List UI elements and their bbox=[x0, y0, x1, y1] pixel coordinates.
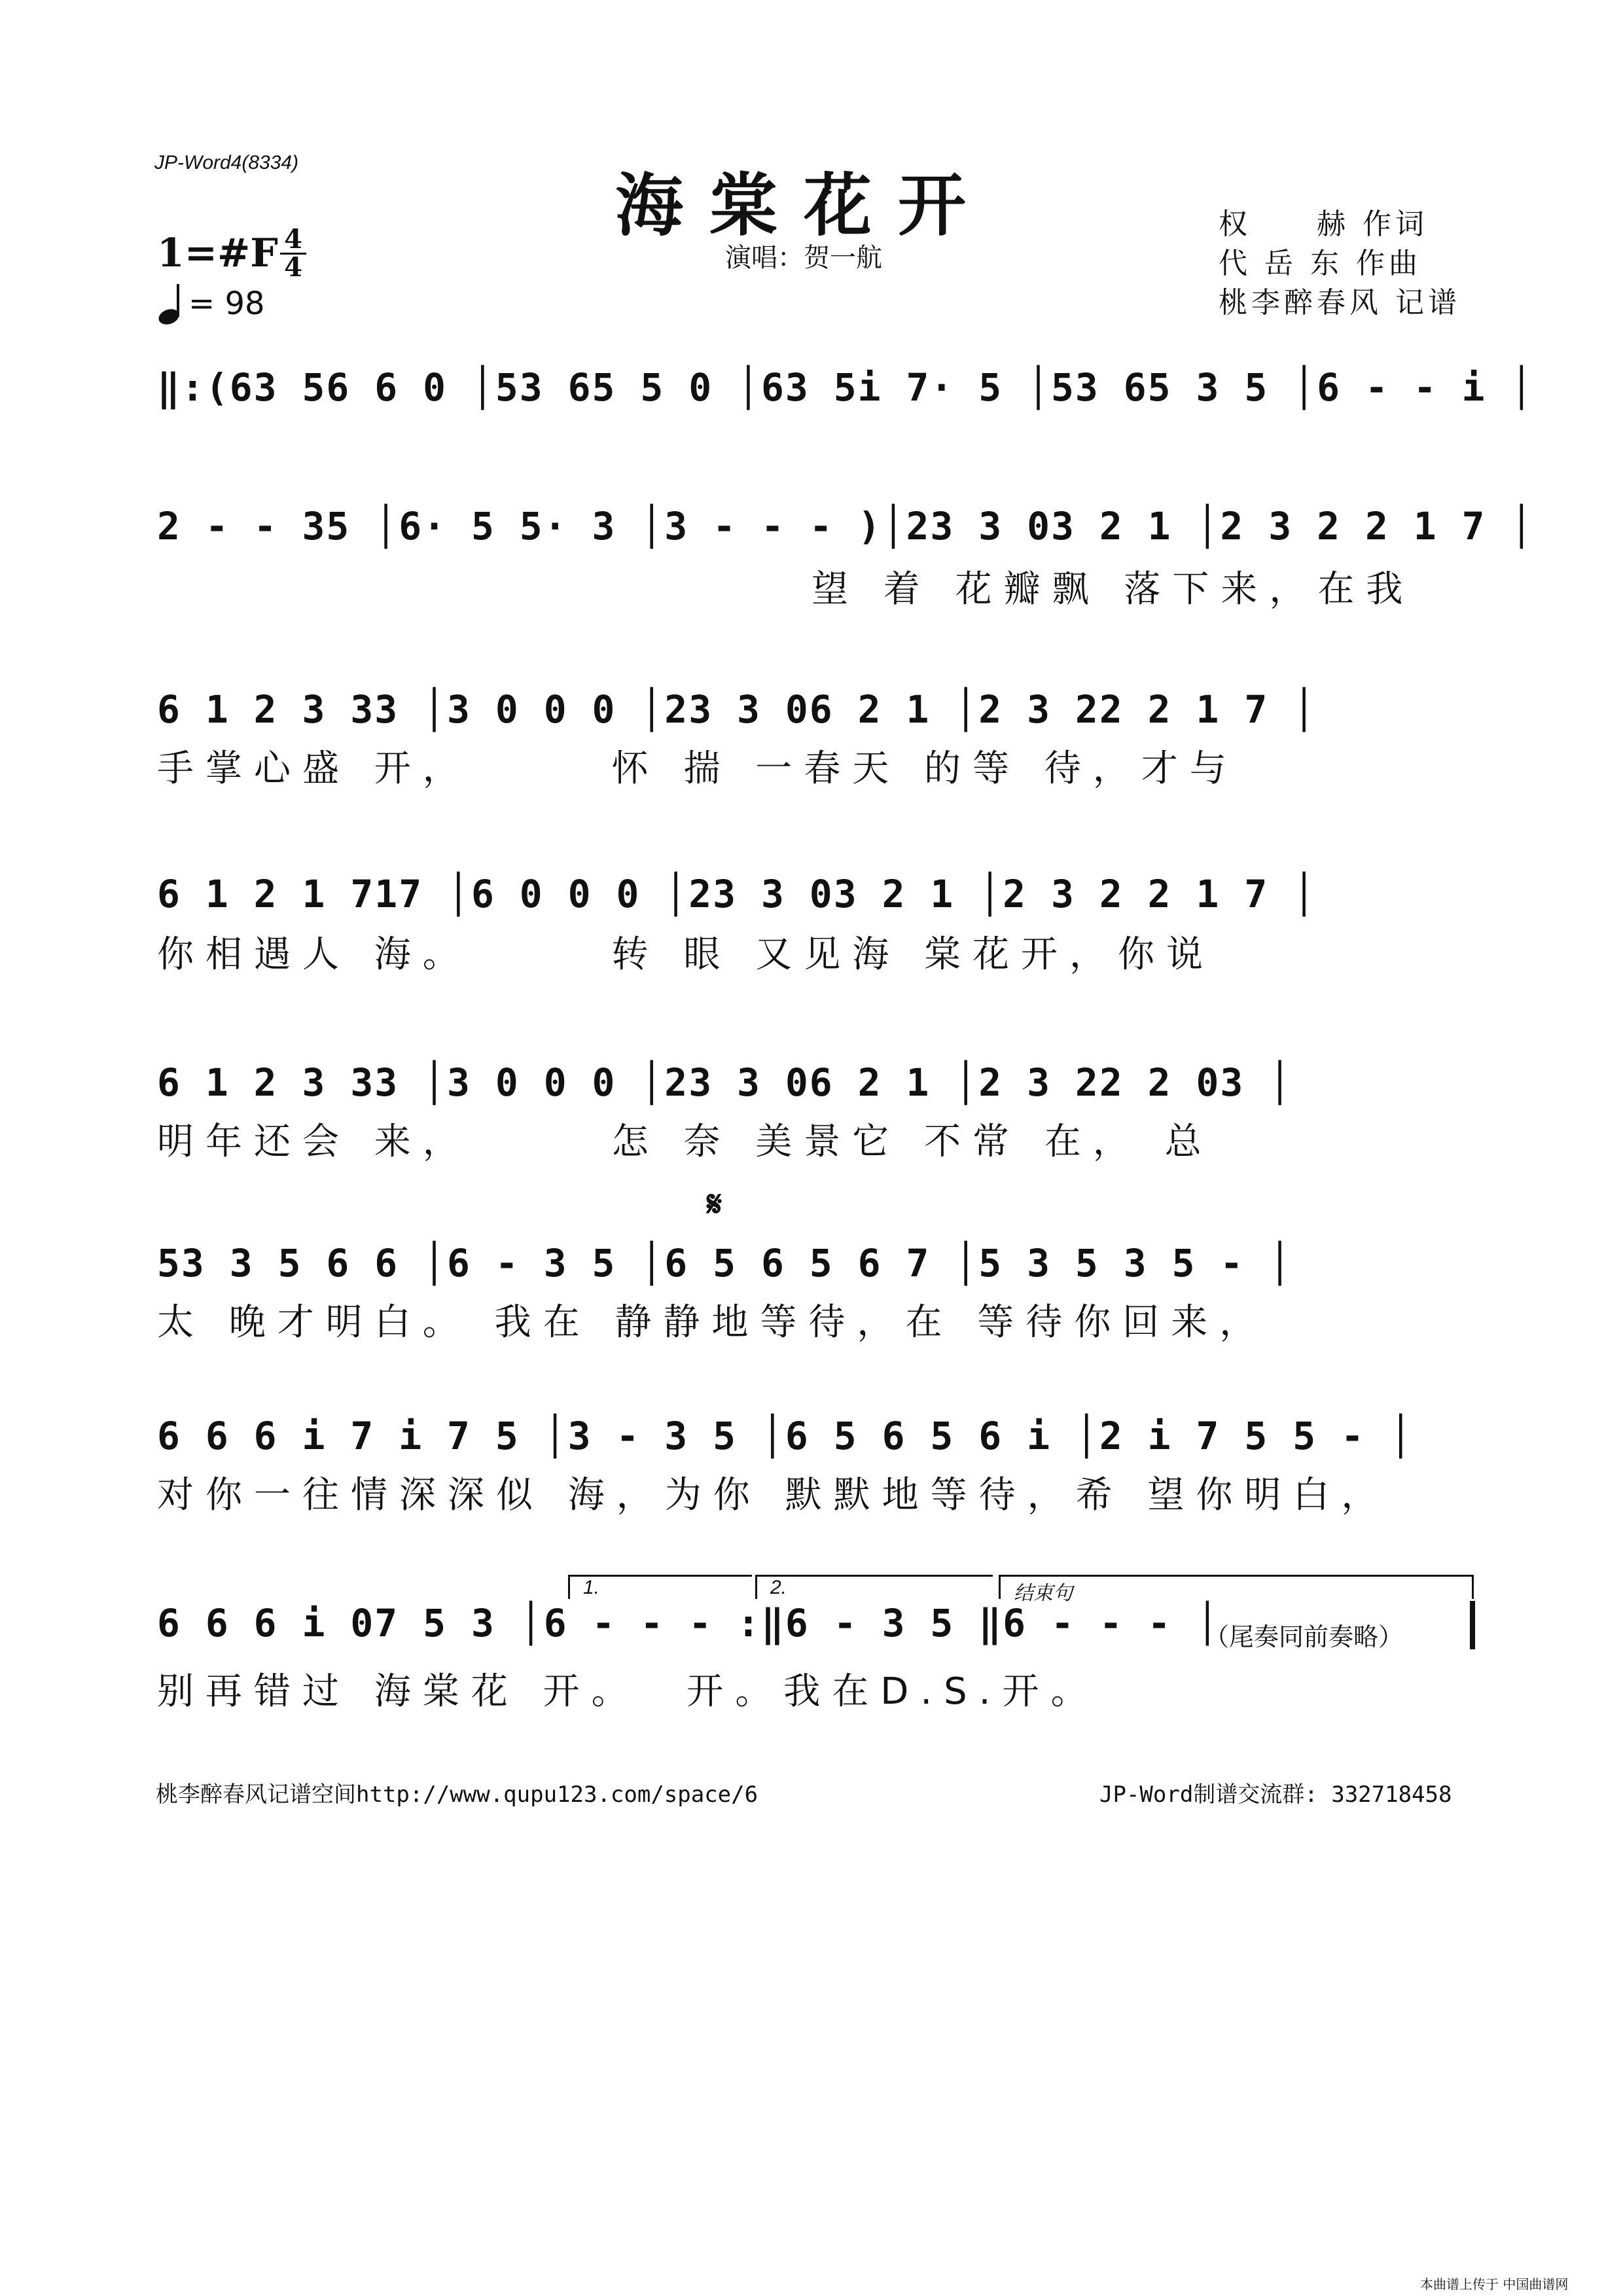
transcriber-credit: 桃李醉春风 记谱 bbox=[1219, 286, 1461, 319]
upload-stamp: 本曲谱上传于 中国曲谱网 bbox=[1420, 2276, 1569, 2292]
footer-left: 桃李醉春风记谱空间http://www.qupu123.com/space/6 bbox=[156, 1782, 758, 1808]
outro-note: （尾奏同前奏略） bbox=[1204, 1623, 1404, 1651]
lyrics-line-2: 望 着 花瓣飘 落下来，在我 bbox=[812, 568, 1415, 611]
tempo-marking: = 98 bbox=[188, 285, 265, 322]
time-sig-top: 4 bbox=[284, 224, 302, 255]
music-line-6 bbox=[157, 1234, 1479, 1344]
music-line-5 bbox=[157, 1054, 1479, 1163]
volta-1: 1. bbox=[568, 1575, 752, 1599]
notation-line-4: 6 1 2 1 717 │6 0 0 0 │23 3 03 2 1 │2 3 2 2 1 7 │ bbox=[157, 872, 1317, 916]
lyrics-line-4: 你相遇人 海。 转 眼 又见海 棠花开，你说 bbox=[157, 933, 1215, 976]
key-signature: 1=#F bbox=[157, 230, 278, 276]
lyrics-line-6: 太 晚才明白。 我在 静静地等待，在 等待你回来， bbox=[157, 1301, 1268, 1344]
notation-line-8: 6 6 6 i 07 5 3 │6 - - - :‖6 - 3 5 ‖6 - - - │ bbox=[157, 1601, 1221, 1645]
footer-right: JP-Word制谱交流群: 332718458 bbox=[1099, 1782, 1452, 1808]
lyrics-line-5: 明年还会 来， 怎 奈 美景它 不常 在， 总 bbox=[157, 1121, 1213, 1163]
notation-line-2: 2 - - 35 │6· 5 5· 3 │3 - - - )│23 3 03 2 1 │2 3 2 2 1 7 │ bbox=[157, 504, 1535, 548]
segno-sign: 𝄋 bbox=[707, 1183, 722, 1225]
notation-line-7: 6 6 6 i 7 i 7 5 │3 - 3 5 │6 5 6 5 6 i │2 i 7 5 5 - │ bbox=[157, 1414, 1414, 1458]
music-line-3 bbox=[157, 681, 1479, 790]
quarter-note-icon bbox=[154, 281, 194, 327]
final-barline bbox=[1470, 1601, 1475, 1649]
software-label: JP-Word4(8334) bbox=[154, 152, 299, 173]
music-line-2 bbox=[157, 497, 1535, 611]
volta-ending: 结束句 bbox=[999, 1575, 1474, 1599]
music-line-4 bbox=[157, 865, 1479, 976]
time-signature bbox=[280, 224, 306, 283]
notation-line-5: 6 1 2 3 33 │3 0 0 0 │23 3 06 2 1 │2 3 22 2 03 │ bbox=[157, 1060, 1293, 1105]
lyricist-credit: 权 赫 作词 bbox=[1219, 207, 1428, 241]
notation-line-6: 53 3 5 6 6 │6 - 3 5 │6 5 6 5 6 7 │5 3 5 3 5 - │ bbox=[157, 1241, 1293, 1285]
lyrics-line-3: 手掌心盛 开， 怀 揣 一春天 的等 待，才与 bbox=[157, 747, 1238, 790]
notation-line-1: ‖:(63 56 6 0 │53 65 5 0 │63 5i 7· 5 │53 65 3 5 │6 - - i │ bbox=[157, 365, 1535, 410]
lyrics-line-7: 对你一往情深深似 海，为你 默默地等待，希 望你明白， bbox=[157, 1474, 1390, 1516]
composer-credit: 代 岳 东 作曲 bbox=[1219, 247, 1421, 280]
lyrics-line-8: 别再错过 海棠花 开。 开。我在D.S.开。 bbox=[157, 1670, 1099, 1713]
music-line-1 bbox=[157, 359, 1535, 444]
music-line-7 bbox=[157, 1407, 1479, 1516]
volta-2: 2. bbox=[755, 1575, 993, 1599]
page-title: 海棠花开 bbox=[615, 165, 993, 245]
singer-credit: 演唱：贺一航 bbox=[725, 243, 882, 273]
notation-line-3: 6 1 2 3 33 │3 0 0 0 │23 3 06 2 1 │2 3 22 2 1 7 │ bbox=[157, 687, 1317, 732]
time-sig-bottom: 4 bbox=[284, 252, 302, 283]
